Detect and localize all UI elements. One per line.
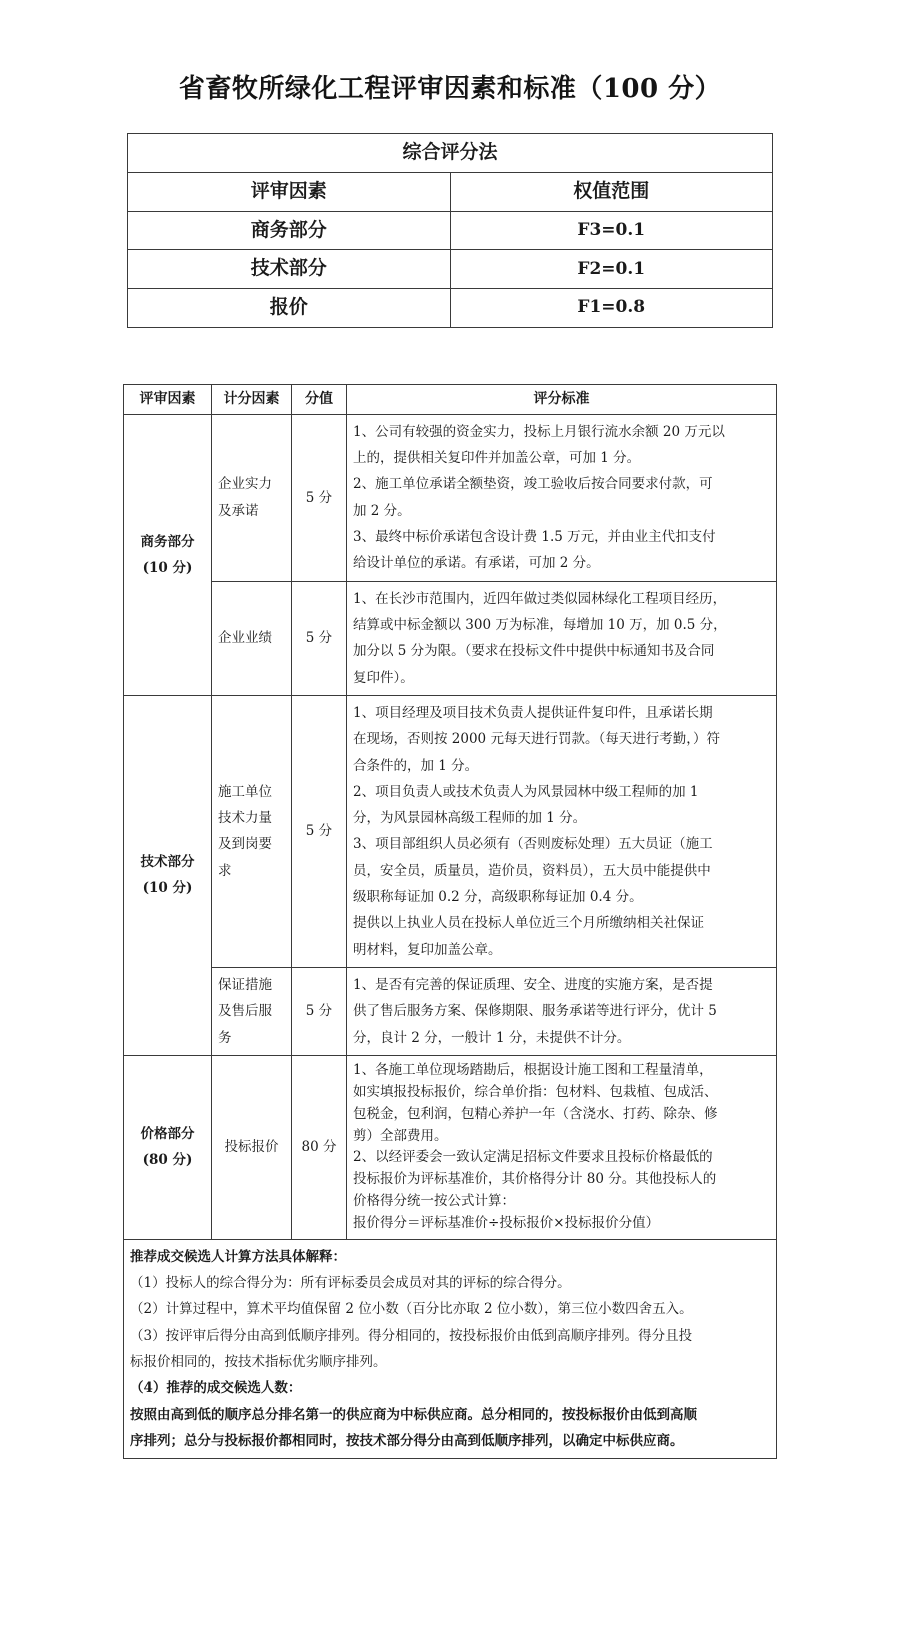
group-1-factor-line1: 技术部分 xyxy=(140,854,195,871)
group-2-row-0-standard xyxy=(347,1055,777,1239)
table-row xyxy=(128,250,773,289)
group-0-factor-line1: 商务部分 xyxy=(140,533,195,550)
method-col-weight: 权值范围 xyxy=(450,172,773,211)
method-row-0-factor: 商务部分 xyxy=(128,211,451,250)
standard-line: 2、项目负责人或技术负责人为风景园林中级工程师的加 1 xyxy=(353,783,699,800)
group-1-row-0-subfactor xyxy=(212,695,292,967)
subfactor-line: 及承诺 xyxy=(218,502,259,519)
method-row-1-weight: F2=0.1 xyxy=(450,250,773,289)
subfactor-line: 及售后服 xyxy=(218,1003,272,1020)
table-header-row xyxy=(124,384,777,414)
table-row xyxy=(124,1055,777,1239)
standard-line: 3、最终中标价承诺包含设计费 1.5 万元，并由业主代扣支付 xyxy=(353,529,716,546)
standard-line: 分，为风景园林高级工程师的加 1 分。 xyxy=(353,810,587,827)
subfactor-line: 企业实力 xyxy=(218,476,272,493)
formula-line: 报价得分＝评标基准价÷投标报价×投标报价分值） xyxy=(353,1214,660,1231)
table-row xyxy=(124,695,777,967)
group-1-row-0-standard xyxy=(347,695,777,967)
footer-explanation xyxy=(124,1239,777,1459)
group-0-row-0-subfactor xyxy=(212,414,292,581)
scoring-criteria-table xyxy=(123,384,777,1459)
col-header-factor: 评审因素 xyxy=(124,384,212,414)
footer-line: （1）投标人的综合得分为：所有评标委员会成员对其的评标的综合得分。 xyxy=(130,1275,571,1292)
subfactor-line: 施工单位 xyxy=(218,783,272,800)
col-header-score: 分值 xyxy=(292,384,347,414)
subfactor-line: 及到岗要 xyxy=(218,836,272,853)
standard-line: 2、施工单位承诺全额垫资，竣工验收后按合同要求付款，可 xyxy=(353,476,713,493)
standard-line: 员，安全员，质量员，造价员，资料员），五大员中能提供中 xyxy=(353,862,711,879)
col-header-standard: 评分标准 xyxy=(347,384,777,414)
group-0-row-0-standard xyxy=(347,414,777,581)
col-header-subfactor: 计分因素 xyxy=(212,384,292,414)
table-row xyxy=(124,414,777,581)
table-row xyxy=(124,968,777,1056)
table-row xyxy=(128,289,773,328)
group-0-row-0-score: 5 分 xyxy=(292,414,347,581)
standard-line: 剪）全部费用。 xyxy=(353,1127,448,1144)
method-row-1-factor: 技术部分 xyxy=(128,250,451,289)
page-title: 省畜牧所绿化工程评审因素和标准（100 分） xyxy=(178,74,722,104)
table-row xyxy=(124,581,777,695)
group-2-row-0-subfactor xyxy=(212,1055,292,1239)
method-row-2-weight: F1=0.8 xyxy=(450,289,773,328)
method-col-factor: 评审因素 xyxy=(128,172,451,211)
group-1-factor xyxy=(124,695,212,1055)
standard-line: 如实填报投标报价，综合单价指：包材料、包栽植、包成活、 xyxy=(353,1083,718,1100)
standard-line: 上的，提供相关复印件并加盖公章，可加 1 分。 xyxy=(353,450,641,467)
standard-line: 加 2 分。 xyxy=(353,502,411,519)
subfactor-line: 求 xyxy=(218,862,232,879)
group-1-row-1-score: 5 分 xyxy=(292,968,347,1056)
subfactor-line: 技术力量 xyxy=(218,810,272,827)
standard-line: 加分以 5 分为限。（要求在投标文件中提供中标通知书及合同 xyxy=(353,643,715,660)
subfactor-line: 务 xyxy=(218,1029,232,1046)
footer-item4-head: （4）推荐的成交候选人数： xyxy=(130,1380,302,1397)
table-row xyxy=(128,211,773,250)
standard-line: 3、项目部组织人员必须有（否则废标处理）五大员证（施工 xyxy=(353,836,713,853)
group-2-factor-line1: 价格部分 xyxy=(140,1126,195,1143)
subfactor-line: 投标报价 xyxy=(224,1139,279,1156)
scoring-method-table-wrapper xyxy=(127,133,773,328)
standard-line: 给设计单位的承诺。有承诺，可加 2 分。 xyxy=(353,555,600,572)
group-1-row-0-score: 5 分 xyxy=(292,695,347,967)
standard-line: 1、在长沙市范围内，近四年做过类似园林绿化工程项目经历， xyxy=(353,590,727,607)
standard-line: 1、各施工单位现场踏勘后，根据设计施工图和工程量清单， xyxy=(353,1061,713,1078)
standard-line: 提供以上执业人员在投标人单位近三个月所缴纳相关社保证 xyxy=(353,915,704,932)
standard-line: 结算或中标金额以 300 万为标准，每增加 10 万，加 0.5 分， xyxy=(353,616,727,633)
standard-line: 合条件的，加 1 分。 xyxy=(353,757,479,774)
method-row-0-weight: F3=0.1 xyxy=(450,211,773,250)
standard-line: 价格得分统一按公式计算： xyxy=(353,1193,515,1210)
footer-title: 推荐成交候选人计算方法具体解释： xyxy=(130,1248,346,1265)
footer-line: 标报价相同的，按技术指标优劣顺序排列。 xyxy=(130,1354,387,1371)
group-1-row-1-standard xyxy=(347,968,777,1056)
group-2-row-0-score: 80 分 xyxy=(292,1055,347,1239)
subfactor-line: 保证措施 xyxy=(218,977,272,994)
standard-line: 复印件）。 xyxy=(353,669,414,686)
method-table-header: 综合评分法 xyxy=(128,134,773,173)
group-2-factor xyxy=(124,1055,212,1239)
standard-line: 明材料，复印加盖公章。 xyxy=(353,941,502,958)
scoring-criteria-table-wrapper xyxy=(123,384,777,1459)
standard-line: 1、是否有完善的保证质理、安全、进度的实施方案，是否提 xyxy=(353,977,713,994)
group-1-row-1-subfactor xyxy=(212,968,292,1056)
standard-line: 2、以经评委会一致认定满足招标文件要求且投标价格最低的 xyxy=(353,1149,713,1166)
footer-line: （2）计算过程中，算术平均值保留 2 位小数（百分比亦取 2 位小数），第三位小数四舍五入。 xyxy=(130,1301,693,1318)
footer-item4-line: 按照由高到低的顺序总分排名第一的供应商为中标供应商。总分相同的，按投标报价由低到高顺 xyxy=(130,1406,697,1423)
standard-line: 包税金，包利润，包精心养护一年（含浇水、打药、除杂、修 xyxy=(353,1105,718,1122)
scoring-method-table xyxy=(127,133,773,328)
group-2-factor-line2: (80 分) xyxy=(142,1152,193,1169)
standard-line: 供了售后服务方案、保修期限、服务承诺等进行评分，优计 5 xyxy=(353,1003,717,1020)
standard-line: 1、项目经理及项目技术负责人提供证件复印件，且承诺长期 xyxy=(353,704,713,721)
method-row-2-factor: 报价 xyxy=(128,289,451,328)
table-row xyxy=(128,134,773,173)
standard-line: 1、公司有较强的资金实力，投标上月银行流水余额 20 万元以 xyxy=(353,423,725,440)
footer-line: （3）按评审后得分由高到低顺序排列。得分相同的，按投标报价由低到高顺序排列。得分且投 xyxy=(130,1327,693,1344)
standard-line: 分，良计 2 分，一般计 1 分，未提供不计分。 xyxy=(353,1029,631,1046)
group-0-factor xyxy=(124,414,212,695)
group-0-row-1-standard xyxy=(347,581,777,695)
group-1-factor-line2: (10 分) xyxy=(142,880,193,897)
subfactor-line: 企业业绩 xyxy=(218,630,272,647)
group-0-row-1-score: 5 分 xyxy=(292,581,347,695)
table-row xyxy=(124,1239,777,1459)
footer-item4-line: 序排列；总分与投标报价都相同时，按技术部分得分由高到低顺序排列，以确定中标供应商。 xyxy=(130,1433,684,1450)
standard-line: 级职称每证加 0.2 分，高级职称每证加 0.4 分。 xyxy=(353,889,643,906)
group-0-row-1-subfactor xyxy=(212,581,292,695)
table-row xyxy=(128,172,773,211)
standard-line: 在现场，否则按 2000 元每天进行罚款。（每天进行考勤，）符 xyxy=(353,731,720,748)
standard-line: 投标报价为评标基准价，其价格得分计 80 分。其他投标人的 xyxy=(353,1171,717,1188)
group-0-factor-line2: (10 分) xyxy=(142,559,193,576)
